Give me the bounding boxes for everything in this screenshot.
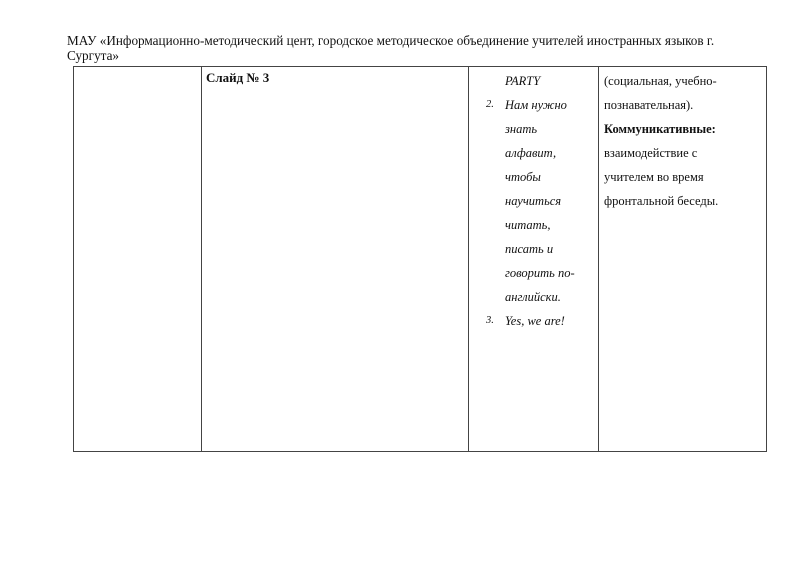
text-line: взаимодействие с [604,146,698,160]
list-line: чтобы [505,170,541,184]
slide-label: Слайд № 3 [206,70,270,85]
list-line: PARTY [505,74,541,88]
list-line: говорить по- [505,266,575,280]
competencies-text [604,69,718,213]
list-line: 3. Yes, we are! [486,314,565,328]
list-line: читать, [505,218,551,232]
lesson-table [73,66,767,452]
text-line: фронтальной беседы. [604,194,719,208]
text-line: познавательная). [604,98,694,112]
table-cell-slide [202,67,469,451]
text-line: (социальная, учебно- [604,74,717,88]
table-cell-competencies [599,67,766,451]
document-header [67,33,757,63]
list-line: 2. Нам нужно [486,98,567,112]
answer-list [477,69,575,333]
table-cell-stage [74,67,202,451]
list-line: знать [505,122,538,136]
list-line: писать и [505,242,554,256]
header-line-2: Сургута» [67,48,120,63]
communicative-heading: Коммуникативные: [604,122,716,136]
table-cell-student-answers [469,67,599,451]
list-line: алфавит, [505,146,557,160]
list-line: научиться [505,194,562,208]
list-line: английски. [505,290,561,304]
text-line: учителем во время [604,170,704,184]
header-line-1: МАУ «Информационно-методический цент, городское методическое объединение учителей иностранных языков г. [67,33,715,48]
